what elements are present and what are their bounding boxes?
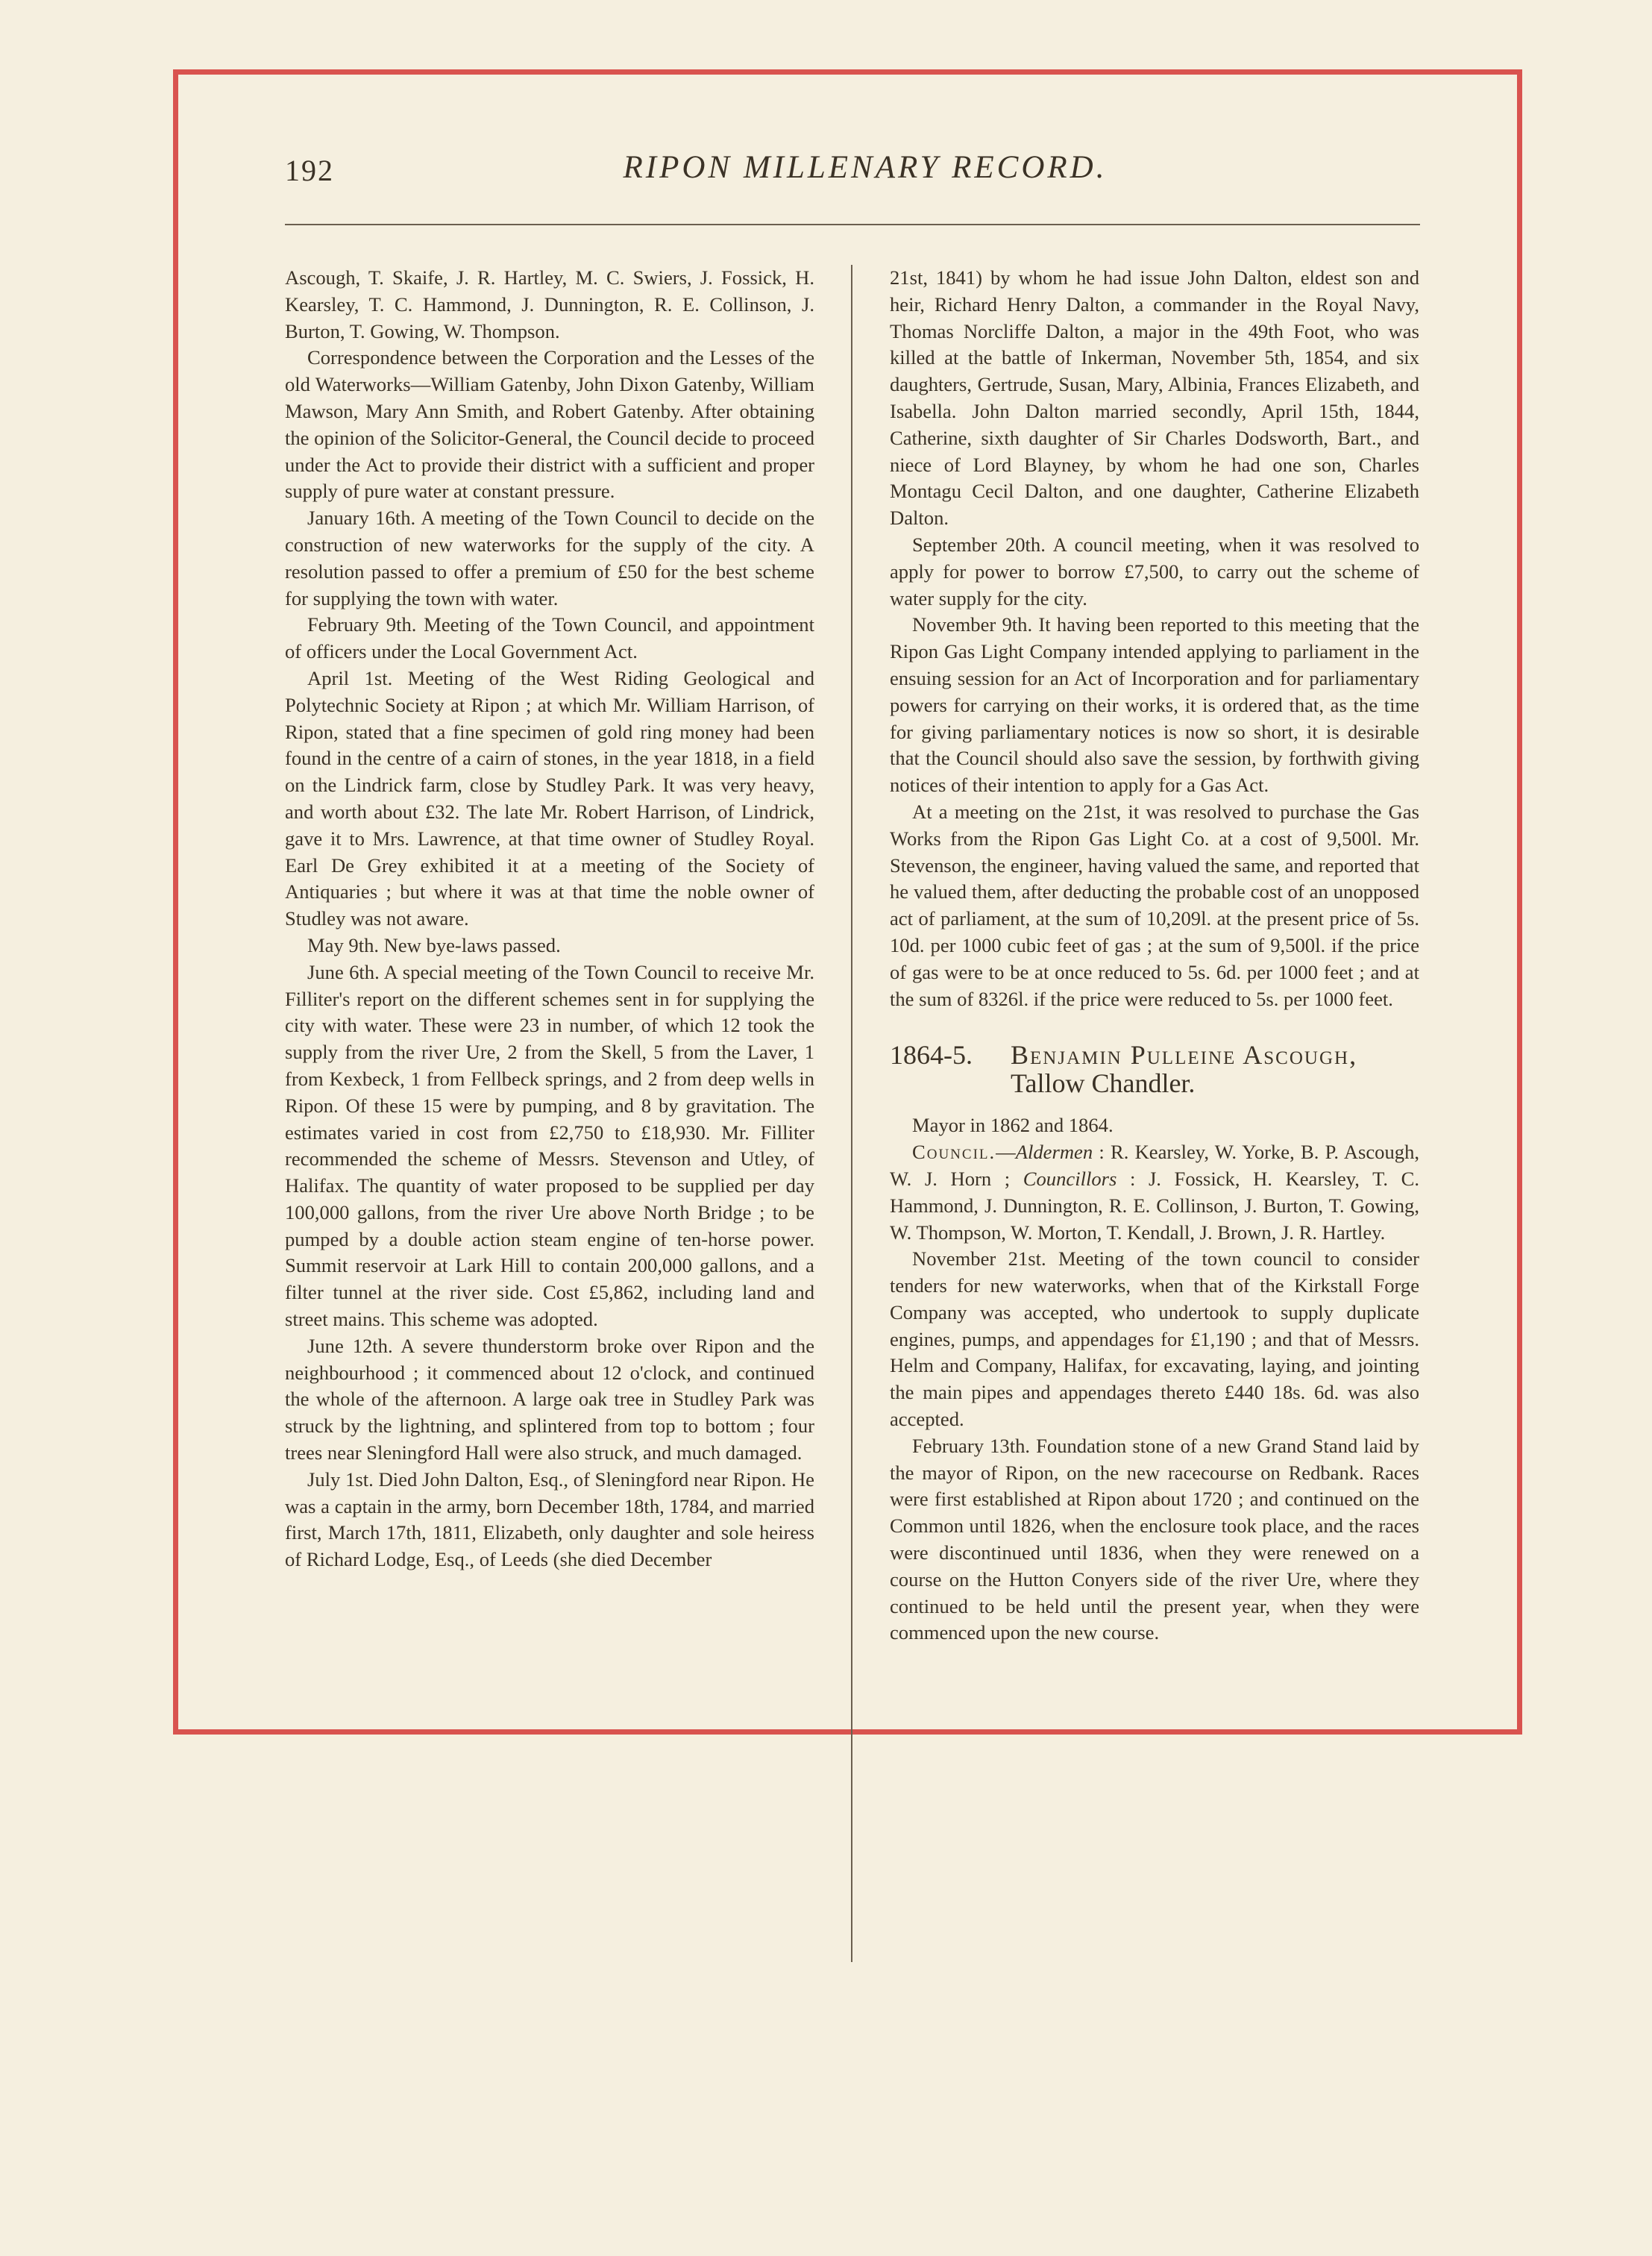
paragraph: February 9th. Meeting of the Town Council, and appointment of officers under the Local Government Act. — [285, 613, 814, 663]
paragraph: Ascough, T. Skaife, J. R. Hartley, M. C. Swiers, J. Fossick, H. Kearsley, T. C. Hammond, J. Dunnington, R. E. Collinson, J. Burton, T. Gowing, W. Thompson. — [285, 266, 814, 342]
paragraph: November 9th. It having been reported to this meeting that the Ripon Gas Light Company intended applying to parliament in the ensuing session for an Act of Incorporation and for parliamentary powers for carrying on their works, it is ordered that, as the time for giving parliamentary notices is now so short, it is desirable that the Council should also save the session, by forthwith giving notices of their intention to apply for a Gas Act. — [890, 613, 1419, 797]
paragraph: January 16th. A meeting of the Town Council to decide on the construction of new waterworks for the supply of the city. A resolution passed to offer a premium of £50 for the best scheme for supplying the town with water. — [285, 507, 814, 610]
paragraph: At a meeting on the 21st, it was resolved to purchase the Gas Works from the Ripon Gas Light Co. at a cost of 9,500l. Mr. Stevenson, the engineer, having valued the same, and reported that he valued them, after deducting the probable cost of an unopposed act of parliament, at the sum of 10,209l. at the present price of 5s. 10d. per 1000 cubic feet of gas ; at the sum of 9,500l. if the price of gas were to be at once reduced to 5s. 6d. per 1000 feet ; and at the sum of 8326l. if the price were reduced to 5s. per 1000 feet. — [890, 800, 1419, 1010]
entry-title — [1011, 1041, 1357, 1097]
paragraph: September 20th. A council meeting, when it was resolved to apply for power to borrow £7,500, to carry out the scheme of water supply for the city. — [890, 533, 1419, 610]
councillors-names: J. Fossick, H. Kearsley, T. C. Hammond, J. Dunnington, R. E. Collinson, J. Burton, T. Gowing, W. Thompson, W. Morton, T. Kendall, J. Brown, J. R. Hartley. — [890, 1167, 1419, 1244]
left-column — [285, 265, 814, 1573]
council-list: Council.—Aldermen : R. Kearsley, W. Yorke, B. P. Ascough, W. J. Horn ; Councillors : J. Fossick, H. Kearsley, T. C. Hammond, J. Dunnington, R. E. Collinson, J. Burton, T. Gowing, W. Thompson, W. Morton, T. Kendall, J. Brown, J. R. Hartley. — [890, 1141, 1420, 1244]
aldermen-names: R. Kearsley, W. Yorke, B. P. Ascough, W. J. Horn ; — [890, 1141, 1420, 1190]
mayor-line: Mayor in 1862 and 1864. — [912, 1114, 1114, 1137]
paragraph: November 21st. Meeting of the town council to consider tenders for new waterworks, when that of the Kirkstall Forge Company was accepted, who undertook to supply duplicate engines, pumps, and appendages for £1,190 ; and that of Messrs. Helm and Company, Halifax, for excavating, laying, and jointing the main pipes and appendages thereto £440 18s. 6d. was also accepted. — [890, 1247, 1419, 1431]
mayor-entry-heading — [890, 1041, 1419, 1097]
aldermen-label: Aldermen — [1015, 1141, 1093, 1164]
right-column — [890, 265, 1419, 1646]
council-label: Council. — [912, 1141, 996, 1164]
paragraph: 21st, 1841) by whom he had issue John Dalton, eldest son and heir, Richard Henry Dalton, a commander in the Royal Navy, Thomas Norcliffe Dalton, a major in the 49th Foot, who was killed at the battle of Inkerman, November 5th, 1854, and six daughters, Gertrude, Susan, Mary, Albinia, Frances Elizabeth, and Isabella. John Dalton married secondly, April 15th, 1844, Catherine, sixth daughter of Sir Charles Dodsworth, Bart., and niece of Lord Blayney, by whom he had one son, Charles Montagu Cecil Dalton, and one daughter, Catherine Elizabeth Dalton. — [890, 266, 1419, 530]
paragraph: June 12th. A severe thunderstorm broke over Ripon and the neighbourhood ; it commenced about 12 o'clock, and continued the whole of the afternoon. A large oak tree in Studley Park was struck by the lightning, and splintered from top to bottom ; four trees near Sleningford Hall were also struck, and much damaged. — [285, 1334, 814, 1464]
paragraph: February 13th. Foundation stone of a new Grand Stand laid by the mayor of Ripon, on the new racecourse on Redbank. Races were first established at Ripon about 1720 ; and continued on the Common until 1826, when the enclosure took place, and the races were discontinued until 1836, when they were renewed on a course on the Hutton Conyers side of the river Ure, where they continued to be held until the present year, when they were commenced upon the new course. — [890, 1434, 1419, 1644]
mayor-trade: Tallow Chandler. — [1011, 1068, 1196, 1099]
paragraph: May 9th. New bye-laws passed. — [307, 933, 561, 956]
running-title: RIPON MILLENARY RECORD. — [623, 150, 1108, 185]
councillors-label: Councillors — [1023, 1167, 1117, 1190]
paragraph: April 1st. Meeting of the West Riding Geological and Polytechnic Society at Ripon ; at which Mr. William Harrison, of Ripon, stated that a fine specimen of gold ring money had been found in the centre of a cairn of stones, in the year 1818, in a field on the Lindrick farm, close by Studley Park. It was very heavy, and worth about £32. The late Mr. Robert Harrison, of Lindrick, gave it to Mrs. Lawrence, at that time owner of Studley Royal. Earl De Grey exhibited it at a meeting of the Society of Antiquaries ; but where it was at that time the noble owner of Studley was not aware. — [285, 666, 814, 930]
header-rule — [285, 224, 1420, 225]
paragraph: June 6th. A special meeting of the Town Council to receive Mr. Filliter's report on the different schemes sent in for supplying the city with water. These were 23 in number, of which 12 took the supply from the river Ure, 2 from the Skell, 5 from the Laver, 1 from Kexbeck, 1 from Fellbeck springs, and 2 from deep wells in Ripon. Of these 15 were by pumping, and 8 by gravitation. The estimates varied in cost from £2,750 to £18,930. Mr. Filliter recommended the scheme of Messrs. Stevenson and Utley, of Halifax. The quantity of water proposed to be supplied per day 100,000 gallons, from the river Ure above North Bridge ; to be pumped by a double action steam engine of ten-horse power. Summit reservoir at Lark Hill to contain 200,000 gallons, and a filter tunnel at the river side. Cost £5,862, including land and street mains. This scheme was adopted. — [285, 960, 814, 1331]
entry-year: 1864-5. — [890, 1040, 973, 1071]
column-divider — [851, 265, 852, 1962]
paragraph: Correspondence between the Corporation and the Lesses of the old Waterworks—William Gatenby, John Dixon Gatenby, William Mawson, Mary Ann Smith, and Robert Gatenby. After obtaining the opinion of the Solicitor-General, the Council decide to proceed under the Act to provide their district with a sufficient and proper supply of pure water at constant pressure. — [285, 346, 814, 503]
mayor-name: Benjamin Pulleine Ascough, — [1011, 1040, 1358, 1071]
paragraph: July 1st. Died John Dalton, Esq., of Sleningford near Ripon. He was a captain in the army, born December 18th, 1784, and married first, March 17th, 1811, Elizabeth, only daughter and sole heiress of Richard Lodge, Esq., of Leeds (she died December — [285, 1467, 814, 1571]
page-number: 192 — [285, 154, 334, 187]
